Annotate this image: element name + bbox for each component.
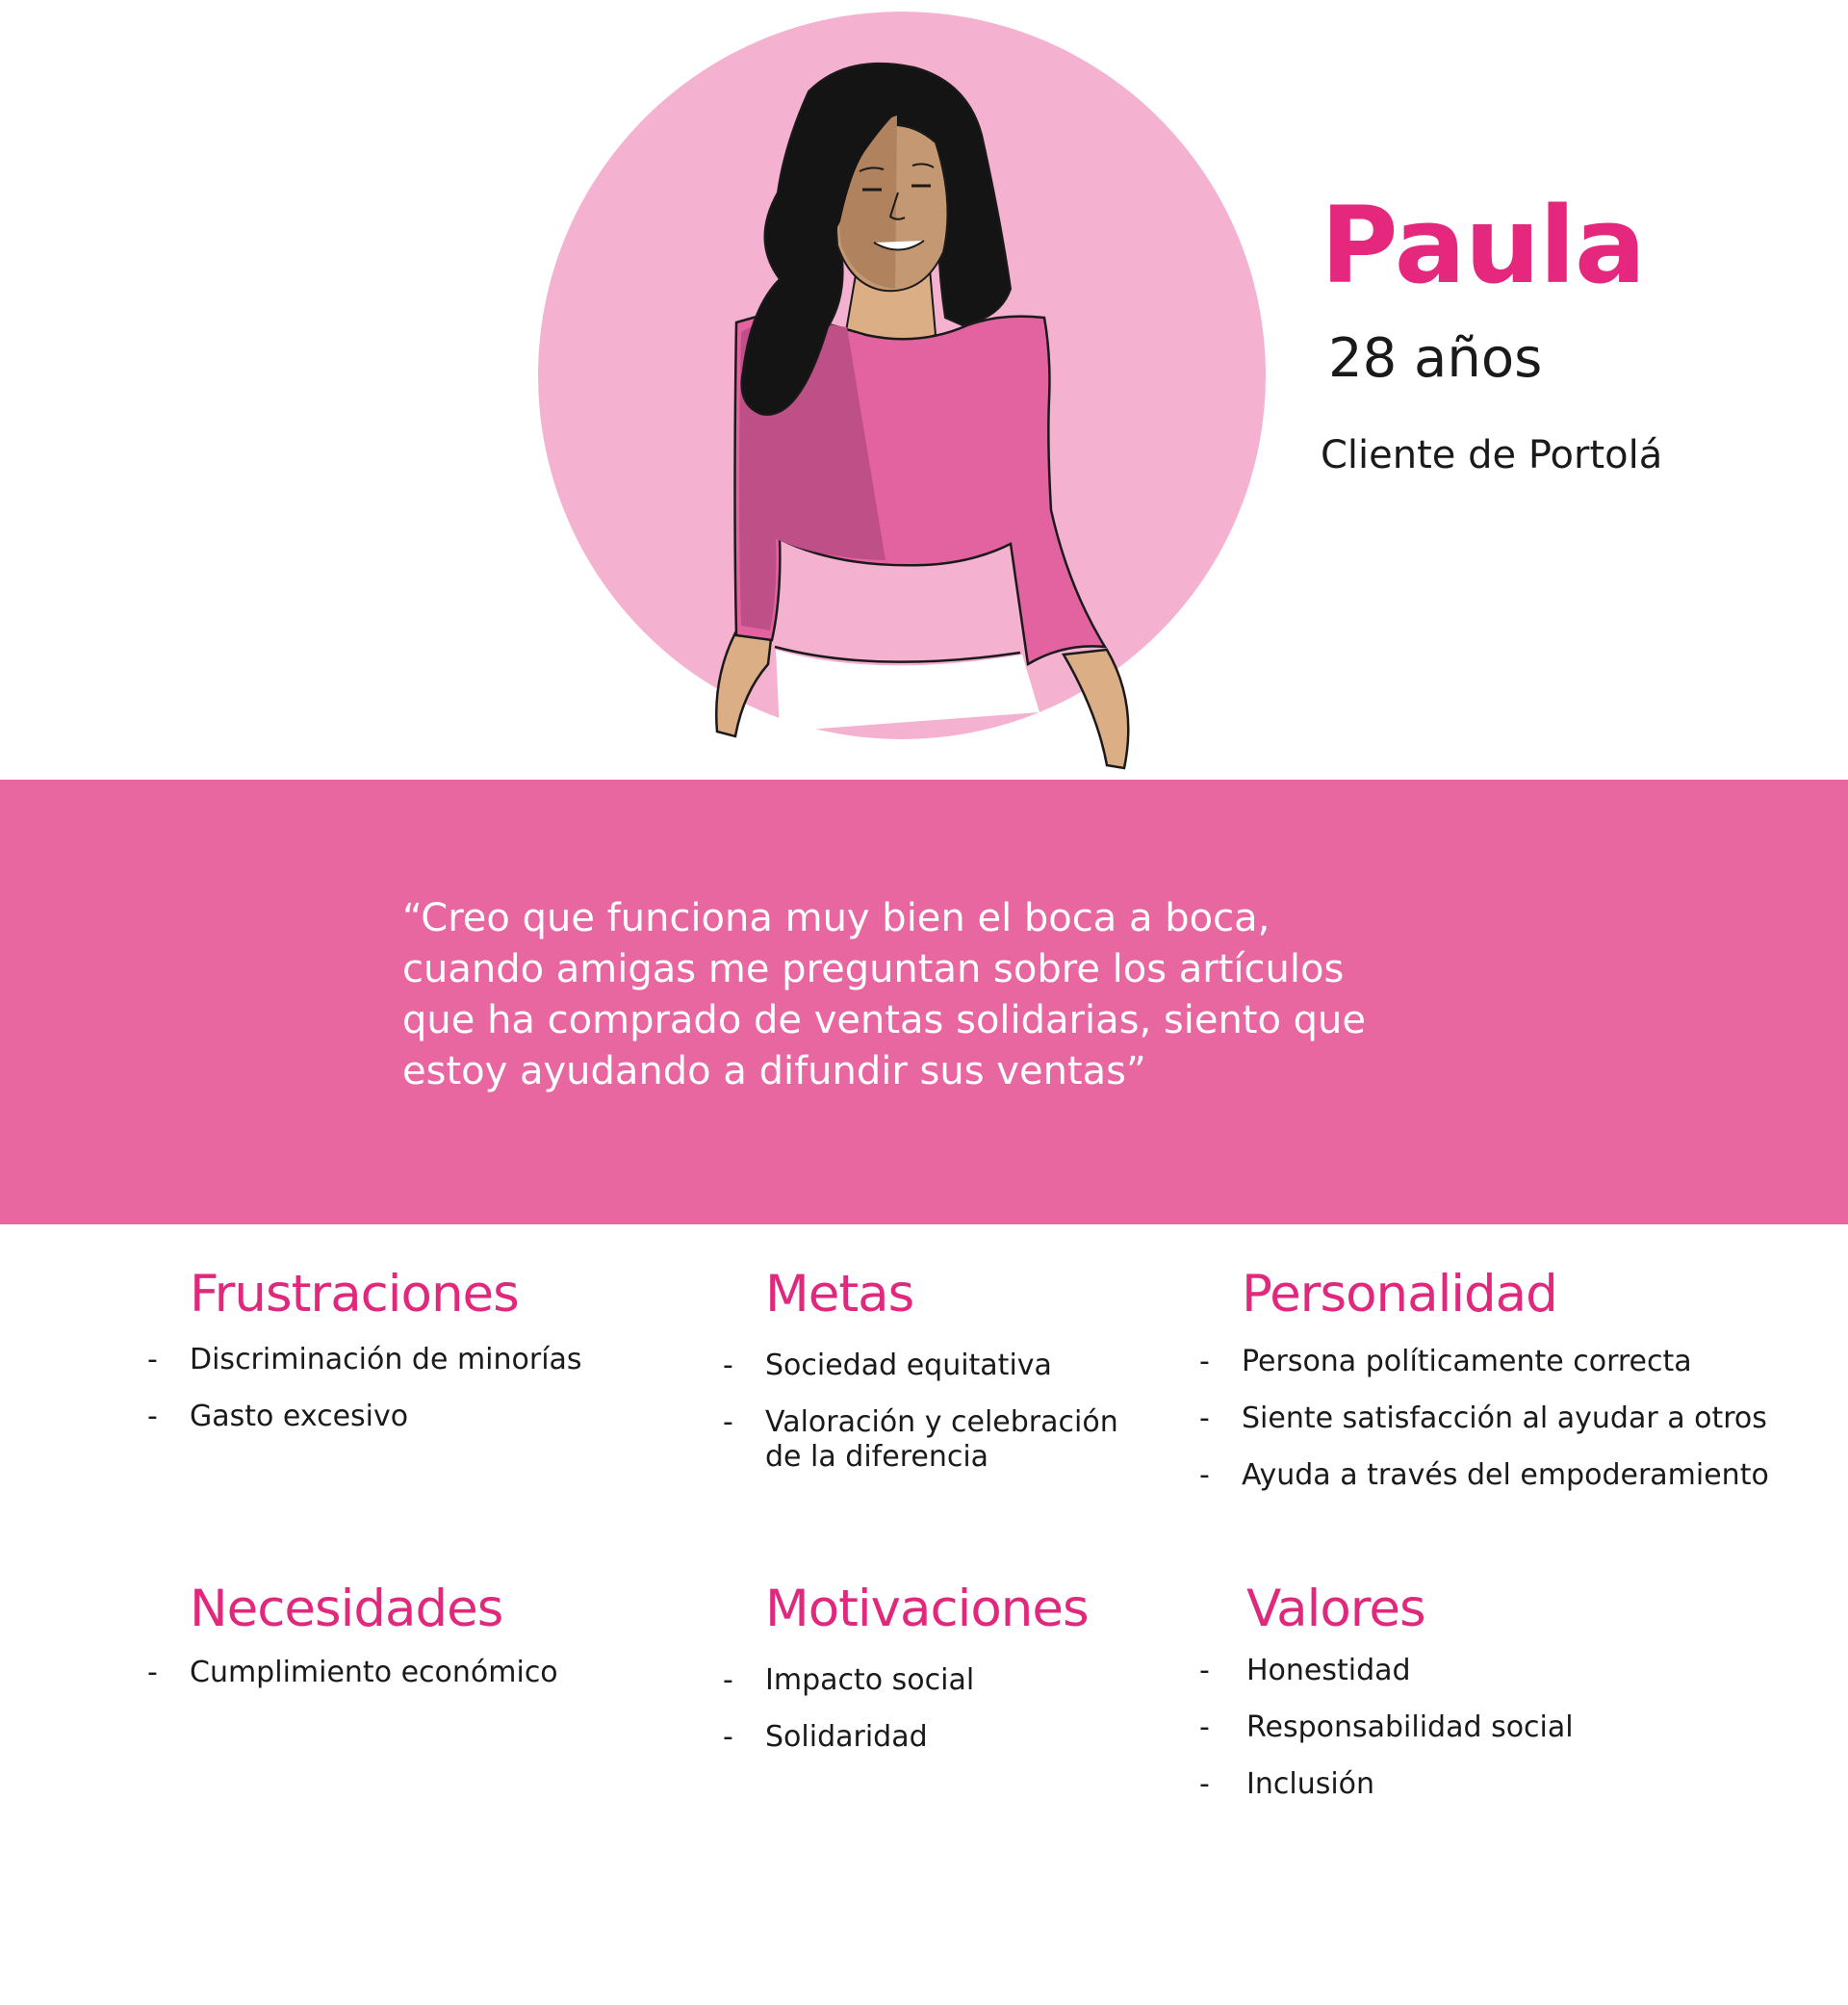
persona-quote: “Creo que funciona muy bien el boca a boca, cuando amigas me preguntan sobre los artículos que ha comprado de ventas solidarias, siento que estoy ayudando a difundir sus ventas” (402, 896, 1367, 1093)
list-item: - Valoración y celebración de la diferencia (765, 1405, 1118, 1475)
persona-age: 28 años (1328, 327, 1543, 390)
list-item: - Responsabilidad social (1246, 1710, 1574, 1745)
list-item: - Siente satisfacción al ayudar a otros (1242, 1401, 1769, 1436)
item-list (1242, 1345, 1769, 1493)
section-valores (1246, 1580, 1574, 1824)
section-frustraciones (190, 1265, 582, 1456)
section-motivaciones (765, 1580, 1089, 1777)
item-list (765, 1349, 1118, 1475)
list-item: - Persona políticamente correcta (1242, 1345, 1769, 1379)
item-list (1246, 1654, 1574, 1802)
section-title: Frustraciones (190, 1265, 519, 1324)
list-item: - Inclusión (1246, 1767, 1574, 1802)
list-item: - Honestidad (1246, 1654, 1574, 1688)
section-necesidades (190, 1580, 558, 1712)
section-title: Necesidades (190, 1580, 503, 1638)
list-item: - Cumplimiento económico (190, 1656, 558, 1690)
list-item: - Impacto social (765, 1663, 1089, 1698)
persona-illustration (520, 0, 1270, 780)
list-item: - Gasto excesivo (190, 1400, 582, 1434)
list-item: - Sociedad equitativa (765, 1349, 1118, 1383)
item-list (765, 1663, 1089, 1755)
item-list (190, 1343, 582, 1434)
list-item: - Ayuda a través del empoderamiento (1242, 1458, 1769, 1493)
list-item: - Solidaridad (765, 1720, 1089, 1755)
section-title: Motivaciones (765, 1580, 1089, 1638)
section-metas (765, 1265, 1118, 1497)
section-personalidad (1242, 1265, 1769, 1515)
section-title: Valores (1246, 1580, 1425, 1638)
list-item: - Discriminación de minorías (190, 1343, 582, 1377)
persona-name: Paula (1321, 184, 1646, 307)
quote-band (0, 780, 1848, 1224)
section-title: Personalidad (1242, 1265, 1557, 1324)
persona-role: Cliente de Portolá (1321, 433, 1663, 477)
section-title: Metas (765, 1265, 914, 1324)
item-list (190, 1656, 558, 1690)
